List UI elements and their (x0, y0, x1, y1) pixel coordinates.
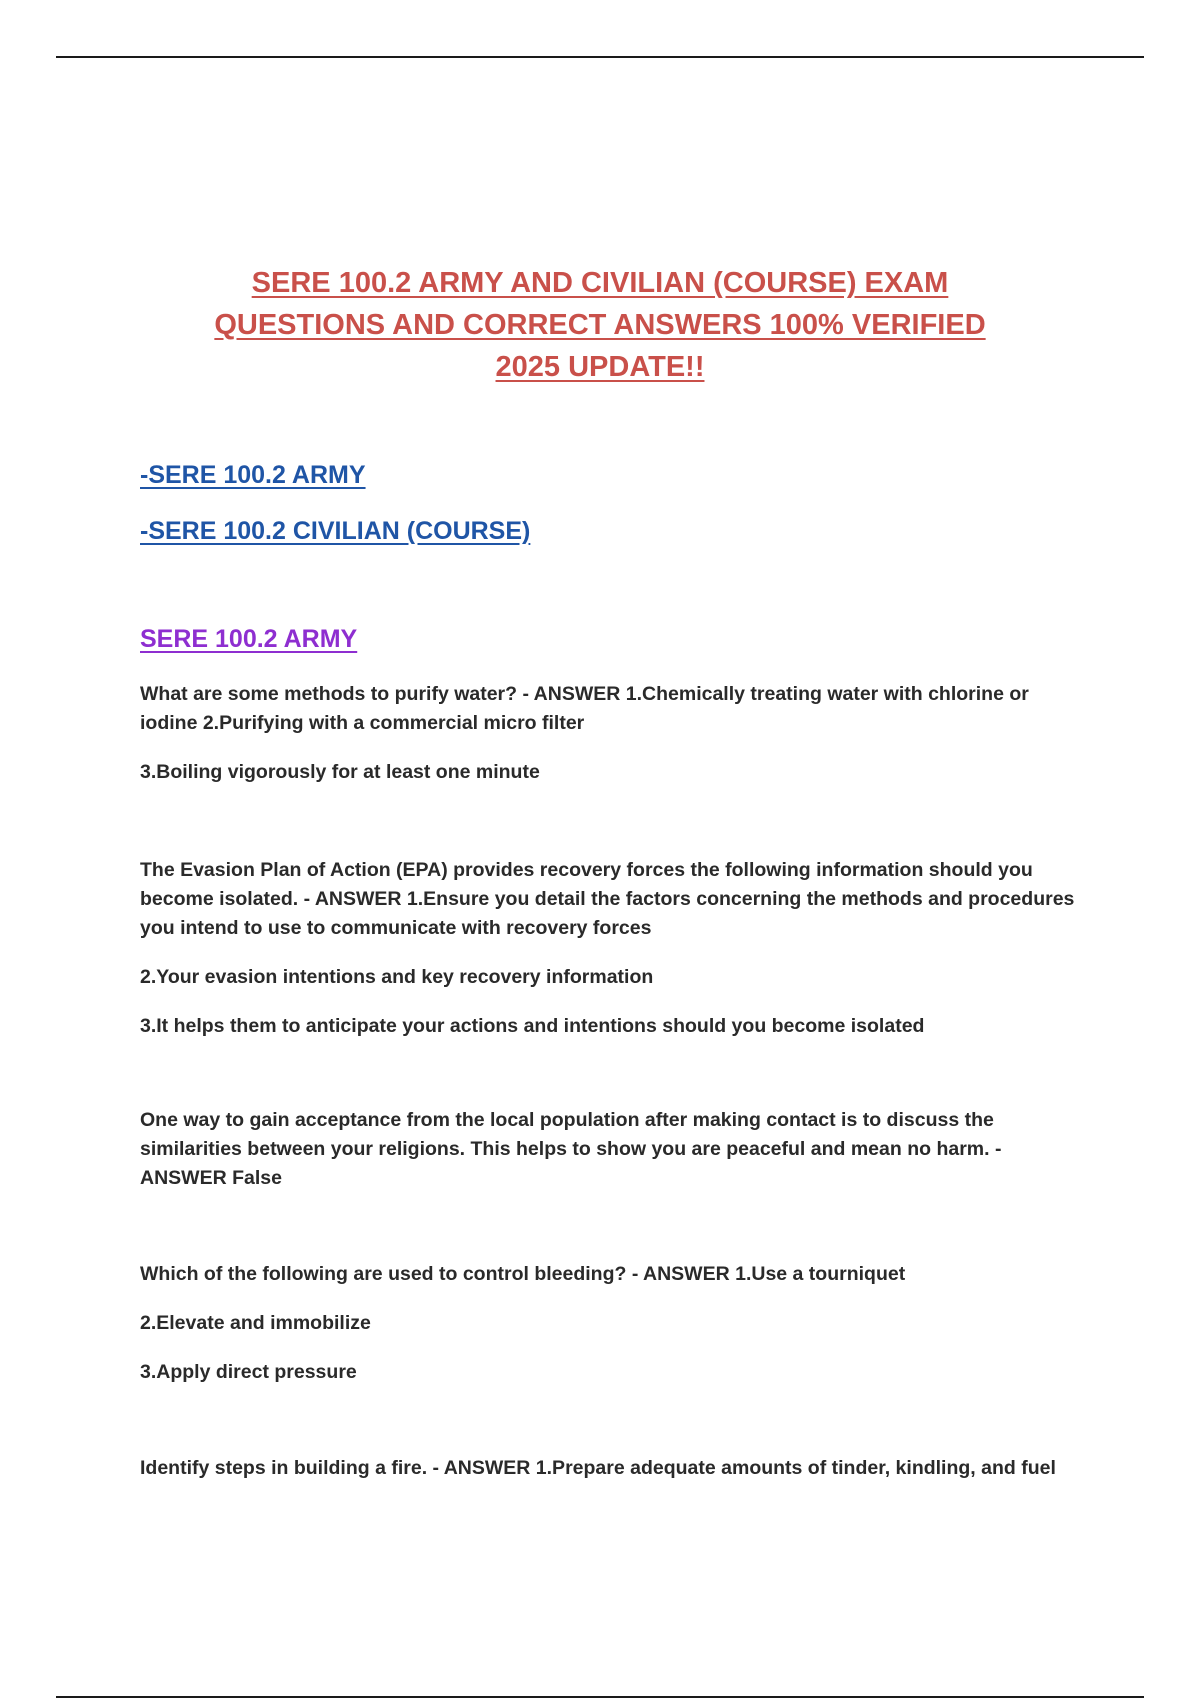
qa-answer-line: 3.Boiling vigorously for at least one minute (140, 761, 540, 783)
qa-answer-line: 2.Your evasion intentions and key recovery information (140, 966, 654, 988)
table-of-contents (140, 460, 530, 546)
qa-question: Identify steps in building a fire. - ANSWER 1.Prepare adequate amounts of tinder, kindling, and fuel (140, 1457, 1056, 1479)
qa-question: Which of the following are used to control bleeding? - ANSWER 1.Use a tourniquet (140, 1263, 906, 1285)
top-rule (56, 56, 1144, 58)
qa-answer-line: 2.Elevate and immobilize (140, 1312, 371, 1334)
qa-answer-line: 3.Apply direct pressure (140, 1361, 357, 1383)
bottom-rule (56, 1696, 1144, 1698)
document-title (100, 262, 1100, 388)
qa-question: The Evasion Plan of Action (EPA) provides recovery forces the following information should you become isolated. - ANSWER 1.Ensure you detail the factors concerning the methods and procedures you intend to use to communicate with recovery forces (140, 859, 1075, 939)
qa-answer-line: 3.It helps them to anticipate your actions and intentions should you become isolated (140, 1015, 925, 1037)
qa-item-epa (140, 856, 1080, 1041)
section-heading: SERE 100.2 ARMY (140, 625, 358, 653)
qa-question: One way to gain acceptance from the local population after making contact is to discuss the similarities between your religions. This helps to show you are peaceful and mean no harm. - ANSWER False (140, 1109, 1002, 1189)
title-line-3: 2025 UPDATE!! (495, 351, 705, 383)
title-line-2: QUESTIONS AND CORRECT ANSWERS 100% VERIFIED (214, 309, 986, 341)
title-line-1: SERE 100.2 ARMY AND CIVILIAN (COURSE) EXAM (251, 267, 949, 299)
toc-link-civilian[interactable]: -SERE 100.2 CIVILIAN (COURSE) (140, 517, 531, 545)
qa-item-fire (140, 1454, 1080, 1483)
qa-question: What are some methods to purify water? - ANSWER 1.Chemically treating water with chlorine or iodine 2.Purifying with a commercial micro filter (140, 683, 1029, 734)
qa-item-bleeding (140, 1260, 1080, 1387)
toc-link-army[interactable]: -SERE 100.2 ARMY (140, 461, 366, 489)
qa-item-acceptance (140, 1106, 1080, 1193)
qa-item-water (140, 680, 1080, 787)
